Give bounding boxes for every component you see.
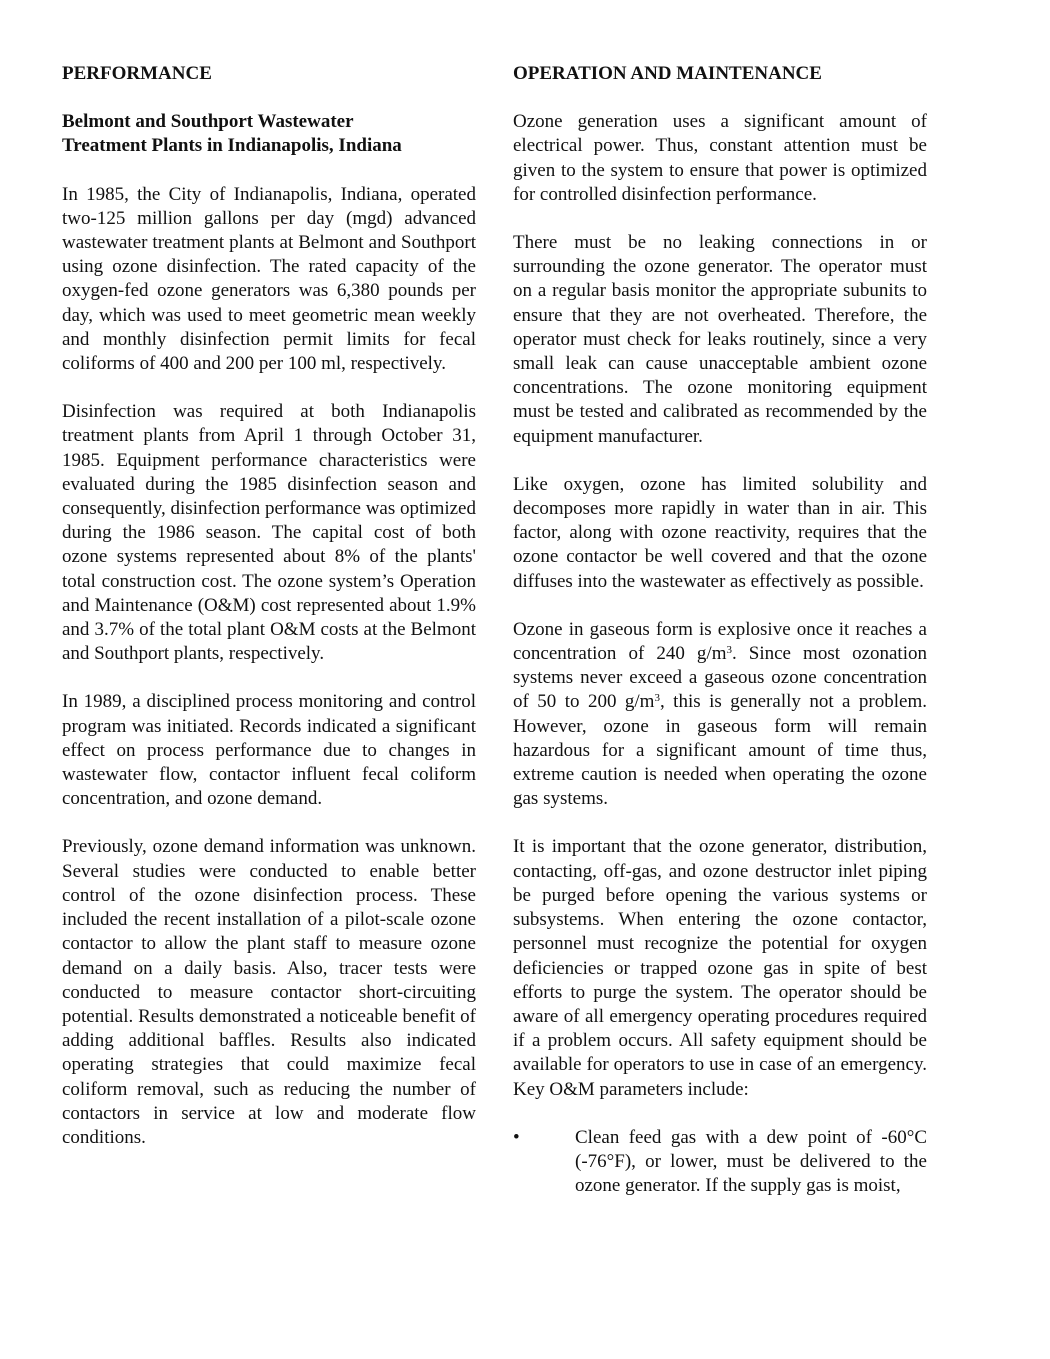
paragraph-1989-monitoring: In 1989, a disciplined process monitoring and control program was initiated. Records indicated a significant effect on process performance due to changes in wastewater flow, contactor influent fecal coliform concentration, and ozone demand.	[62, 691, 476, 810]
subheading-line-2: Treatment Plants in Indianapolis, Indiana	[62, 135, 402, 157]
paragraph-ozone-demand-studies: Previously, ozone demand information was unknown. Several studies were conducted to enable better control of the ozone disinfection process. These included the recent installation of a pilot-scale ozone contactor to allow the plant staff to measure ozone demand on a daily basis. Also, tracer tests were conducted to measure contactor short-circuiting potential. Results demonstrated a noticeable benefit of adding additional baffles. Results also indicated operating strategies that could maximize fecal coliform removal, such as reducing the number of contactors in service at low and moderate flow conditions.	[62, 836, 476, 1148]
bullet-item-feed-gas	[513, 1126, 927, 1199]
explosive-text-part-1: Ozone in gaseous form is explosive once it reaches a concentration of 240 g/m	[513, 618, 927, 665]
paragraph-electrical-power: Ozone generation uses a significant amount of electrical power. Thus, constant attention must be given to the system to ensure that power is optimized for controlled disinfection performance.	[513, 111, 927, 205]
explosive-text-part-2: . Since most ozonation systems never exceed a gaseous ozone concentration of 50 to 200 g/m	[513, 643, 927, 713]
bullet-text: Clean feed gas with a dew point of -60°C (-76°F), or lower, must be delivered to the ozone generator. If the supply gas is moist,	[575, 1126, 927, 1197]
explosive-text-part-3: , this is generally not a problem. However, ozone in gaseous form will remain hazardous for a significant amount of time thus, extreme caution is needed when operating the ozone gas systems.	[513, 691, 927, 810]
performance-heading: PERFORMANCE	[62, 63, 212, 84]
paragraph-leaking-connections: There must be no leaking connections in or surrounding the ozone generator. The operator must on a regular basis monitor the appropriate subunits to ensure that they are not overheated. Therefore, the operator must check for leaks routinely, since a very small leak can cause unacceptable ambient ozone concentrations. The ozone monitoring equipment must be tested and calibrated as recommended by the equipment manufacturer.	[513, 232, 927, 447]
subheading-line-1: Belmont and Southport Wastewater	[62, 111, 354, 133]
cubic-superscript-1: 3	[726, 644, 732, 657]
case-study-subheading	[62, 110, 476, 158]
paragraph-ozone-solubility: Like oxygen, ozone has limited solubility and decomposes more rapidly in water than in air. This factor, along with ozone reactivity, requires that the ozone contactor be well covered and that the ozone diffuses into the wastewater as effectively as possible.	[513, 473, 927, 592]
cubic-superscript-2: 3	[654, 692, 660, 705]
bullet-icon: •	[513, 1126, 520, 1148]
paragraph-1985-operation: In 1985, the City of Indianapolis, Indiana, operated two-125 million gallons per day (mgd) advanced wastewater treatment plants at Belmont and Southport using ozone disinfection. The rated capacity of the oxygen-fed ozone generators was 6,380 pounds per day, which was used to meet geometric mean weekly and monthly disinfection permit limits for fecal coliforms of 400 and 200 per 100 ml, respectively.	[62, 183, 476, 375]
operation-maintenance-heading: OPERATION AND MAINTENANCE	[513, 63, 822, 84]
paragraph-explosive-ozone	[513, 618, 927, 812]
paragraph-disinfection-season: Disinfection was required at both Indianapolis treatment plants from April 1 through October 31, 1985. Equipment performance characteristics were evaluated during the 1985 disinfection season and consequently, disinfection performance was optimized during the 1986 season. The capital cost of both ozone systems represented about 8% of the plants' total construction cost. The ozone system’s Operation and Maintenance (O&M) cost represented about 1.9% and 3.7% of the total plant O&M costs at the Belmont and Southport plants, respectively.	[62, 401, 476, 665]
left-column	[62, 62, 476, 1174]
right-column	[513, 62, 927, 1198]
paragraph-purging-safety: It is important that the ozone generator, distribution, contacting, off-gas, and ozone destructor inlet piping be purged before opening the various systems or subsystems. When entering the ozone contactor, personnel must recognize the potential for oxygen deficiencies or trapped ozone gas in spite of best efforts to purge the system. The operator should be aware of all emergency operating procedures required if a problem occurs. All safety equipment should be available for operators to use in case of an emergency. Key O&M parameters include:	[513, 836, 927, 1100]
